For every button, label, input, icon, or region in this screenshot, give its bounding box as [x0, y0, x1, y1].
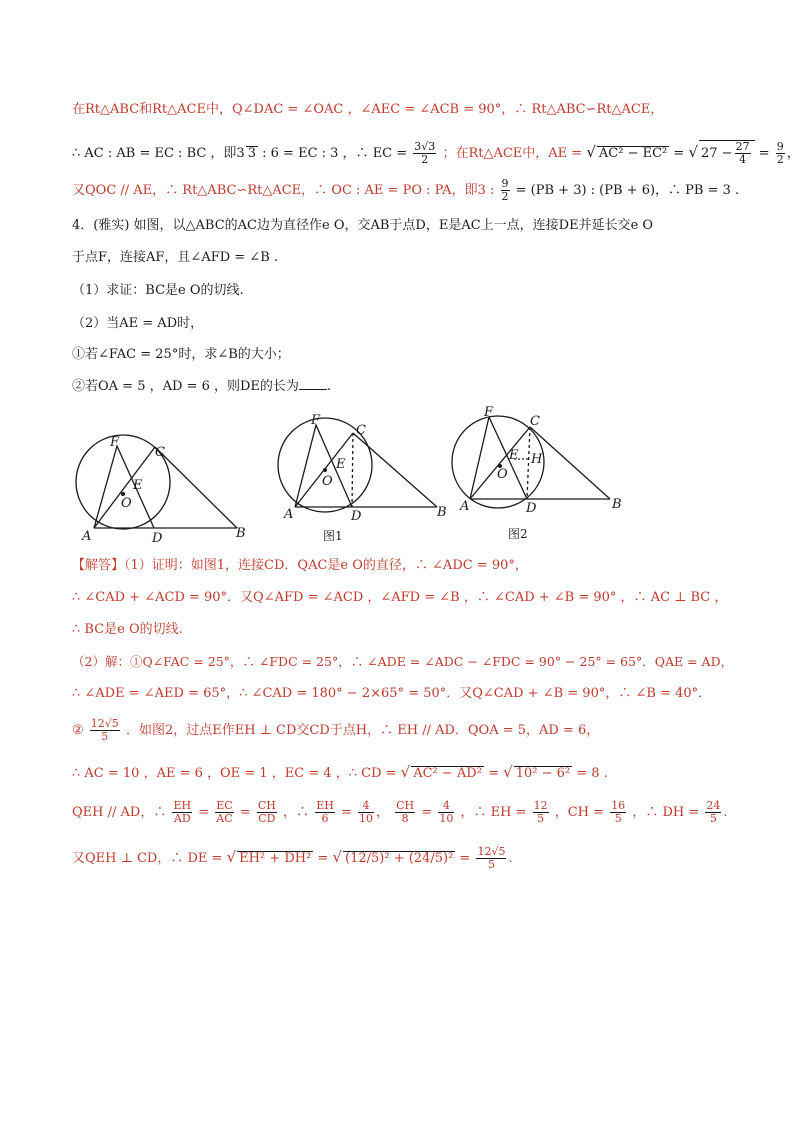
fraction: $\frac{3√3}{2}$: [414, 140, 436, 166]
problem-text: .: [326, 379, 332, 394]
answer-line-3: [72, 620, 183, 640]
label-c: C: [356, 423, 366, 438]
answer-text: ，CH =: [554, 805, 605, 820]
fraction: $\frac{24}{5}$: [706, 799, 721, 825]
answer-line-5: [72, 684, 711, 704]
sqrt-expression: (12/5)² + (24/5)²: [345, 851, 454, 866]
radical-sign: √: [503, 763, 513, 781]
fraction: $\frac{EC}{AC}$: [216, 799, 233, 825]
center-point: [323, 468, 327, 472]
label-o: O: [497, 467, 508, 482]
radical-sign: √: [400, 763, 411, 781]
answer-text: ∴ BC是e O的切线.: [72, 622, 183, 637]
answer-line-2: [72, 588, 727, 608]
problem-text: ②若OA = 5 ，AD = 6 ，则DE的长为: [72, 379, 299, 394]
fraction: $\frac{12√5}{5}$: [90, 717, 119, 743]
answer-line-8: QEH // AD，∴ $\frac{EH}{AD}$ = $\frac{EC}{AC}$ = $\frac{CH}{CD}$ ，∴ $\frac{EH}{6}$ = $\frac{4}{10}$ ， $\frac{CH}{8}$ = $\frac{4}{10}$ ，∴ EH = $\frac{12}{5}$ ，CH = $\frac{16}{5}$ ，∴ DH = $\frac{24}{5}$ .: [72, 799, 728, 825]
text-segment: =: [758, 146, 770, 161]
label-e: E: [509, 448, 519, 463]
problem-text: ①若∠FAC = 25°时，求∠B的大小；: [72, 347, 290, 362]
radical-sign: √: [586, 143, 596, 161]
label-a: A: [82, 529, 92, 544]
answer-text: ．如图2，过点E作EH ⊥ CD交CD于点H，∴ EH // AD．QOA = 5，AD = 6，: [125, 723, 600, 738]
sqrt-expression: 27 − $\frac{27}{4}$: [699, 140, 755, 166]
answer-text: ，∴ DH =: [632, 805, 700, 820]
label-b: B: [437, 505, 447, 520]
sqrt-expression: AC² − AD²: [413, 766, 482, 781]
answer-line-6: [72, 718, 599, 743]
answer-text: ②: [72, 723, 84, 738]
segment-cb: [353, 433, 437, 507]
label-a: A: [284, 507, 294, 522]
fraction: $\frac{EH}{AD}$: [173, 799, 192, 825]
answer-line-7: [72, 762, 608, 784]
answer-text: = 8 .: [572, 766, 608, 781]
radical-sign: √: [226, 848, 237, 866]
solution-text: 在Rt△ABC和Rt△ACE中，Q∠DAC = ∠OAC ，∠AEC = ∠ACB = 90°，∴ Rt△ABC∽Rt△ACE，: [72, 102, 664, 117]
label-f: F: [311, 413, 321, 428]
fraction: $\frac{16}{5}$: [611, 799, 626, 825]
radical-sign: √: [688, 143, 698, 161]
text-segment: 又QOC // AE，∴ Rt△ABC∽Rt△ACE，∴ OC : AE = PO : PA，即3 :: [72, 183, 495, 198]
answer-text: 又QEH ⊥ CD，∴ DE =: [72, 851, 223, 866]
text-segment: ∴ AC : AB = EC : BC ，即3: [72, 146, 245, 161]
problem-text: （2）当AE = AD时，: [72, 316, 204, 331]
answer-text: ∴ ∠CAD + ∠ACD = 90°．又Q∠AFD = ∠ACD ，∠AFD = ∠B ，∴ ∠CAD + ∠B = 90° ，∴ AC ⊥ BC ，: [72, 590, 728, 605]
label-d: D: [152, 531, 163, 546]
fraction: $\frac{9}{2}$: [501, 177, 509, 203]
text-segment: : 6 = EC : 3 ，∴ EC =: [258, 146, 408, 161]
sqrt-expression: AC² − EC²: [598, 146, 668, 161]
answer-text: ∴ ∠ADE = ∠AED = 65°，∴ ∠CAD = 180° − 2×65° = 50°．又Q∠CAD + ∠B = 90°，∴ ∠B = 40°．: [72, 686, 712, 701]
answer-line-9: [72, 846, 513, 871]
problem-text: 4．(雅实) 如图，以△ABC的AC边为直径作e O，交AB于点D，E是AC上一点，连接DE并延长交e O: [72, 218, 654, 233]
answer-text: =: [455, 851, 471, 866]
label-c: C: [530, 414, 540, 429]
fraction: $\frac{4}{10}$: [359, 799, 373, 825]
label-d: D: [351, 509, 362, 524]
sqrt-expression: 3: [247, 146, 256, 161]
label-b: B: [612, 497, 622, 512]
fraction: $\frac{12}{5}$: [533, 799, 548, 825]
answer-text: ，∴ EH =: [460, 805, 527, 820]
text-segment: = (PB + 3) : (PB + 6)，∴ PB = 3 .: [515, 183, 740, 198]
fraction: $\frac{12√5}{5}$: [477, 845, 506, 871]
answer-text: （2）解：①Q∠FAC = 25°，∴ ∠FDC = 25°，∴ ∠ADE = ∠ADC − ∠FDC = 90° − 25° = 65°．QAE = AD，: [72, 654, 734, 669]
fraction: $\frac{4}{10}$: [439, 799, 454, 825]
label-d: D: [526, 501, 537, 516]
figure-caption-2: 图2: [508, 527, 528, 541]
fraction: $\frac{EH}{6}$: [316, 799, 334, 825]
sqrt-expression: EH² + DH²: [239, 851, 312, 866]
text-segment: ；在Rt△ACE中，AE =: [442, 146, 583, 161]
answer-text: .: [723, 805, 728, 820]
text-segment: =: [669, 146, 685, 161]
answer-text: .: [508, 851, 513, 866]
sqrt-expression: 10² − 6²: [515, 766, 571, 781]
answer-heading: 【解答】: [72, 558, 125, 573]
figure-caption-1: 图1: [323, 529, 343, 543]
answer-line-1: [72, 556, 528, 576]
segment-ac: [94, 447, 155, 528]
problem-text: 于点F，连接AF，且∠AFD = ∠B .: [72, 250, 279, 265]
answer-text: （1）证明：如图1，连接CD．QAC是e O的直径，∴ ∠ADC = 90°，: [124, 558, 528, 573]
answer-text: ，∴: [283, 805, 310, 820]
answer-line-4: [72, 652, 733, 672]
label-h: H: [531, 452, 543, 467]
answer-text: =: [483, 766, 499, 781]
answer-text: =: [313, 851, 329, 866]
fraction: $\frac{CH}{CD}$: [257, 799, 276, 825]
text-segment: ，: [786, 146, 800, 161]
label-e: E: [133, 478, 143, 493]
problem-text: （1）求证：BC是e O的切线.: [72, 283, 244, 298]
label-f: F: [110, 435, 120, 450]
label-o: O: [121, 496, 132, 511]
dashed-cd: [527, 427, 530, 499]
label-e: E: [336, 457, 346, 472]
label-c: C: [155, 445, 165, 460]
segment-cb: [155, 447, 237, 528]
label-b: B: [236, 526, 246, 541]
dashed-cd: [352, 433, 353, 507]
label-a: A: [460, 499, 470, 514]
answer-text: ∴ AC = 10 ，AE = 6 ，OE = 1 ，EC = 4 ，∴ CD =: [72, 766, 397, 781]
label-f: F: [484, 405, 494, 420]
fraction: $\frac{9}{2}$: [776, 140, 784, 166]
answer-text: QEH // AD，∴: [72, 805, 167, 820]
label-o: O: [322, 474, 333, 489]
radical-sign: √: [332, 848, 343, 866]
fraction: $\frac{CH}{8}$: [396, 799, 415, 825]
